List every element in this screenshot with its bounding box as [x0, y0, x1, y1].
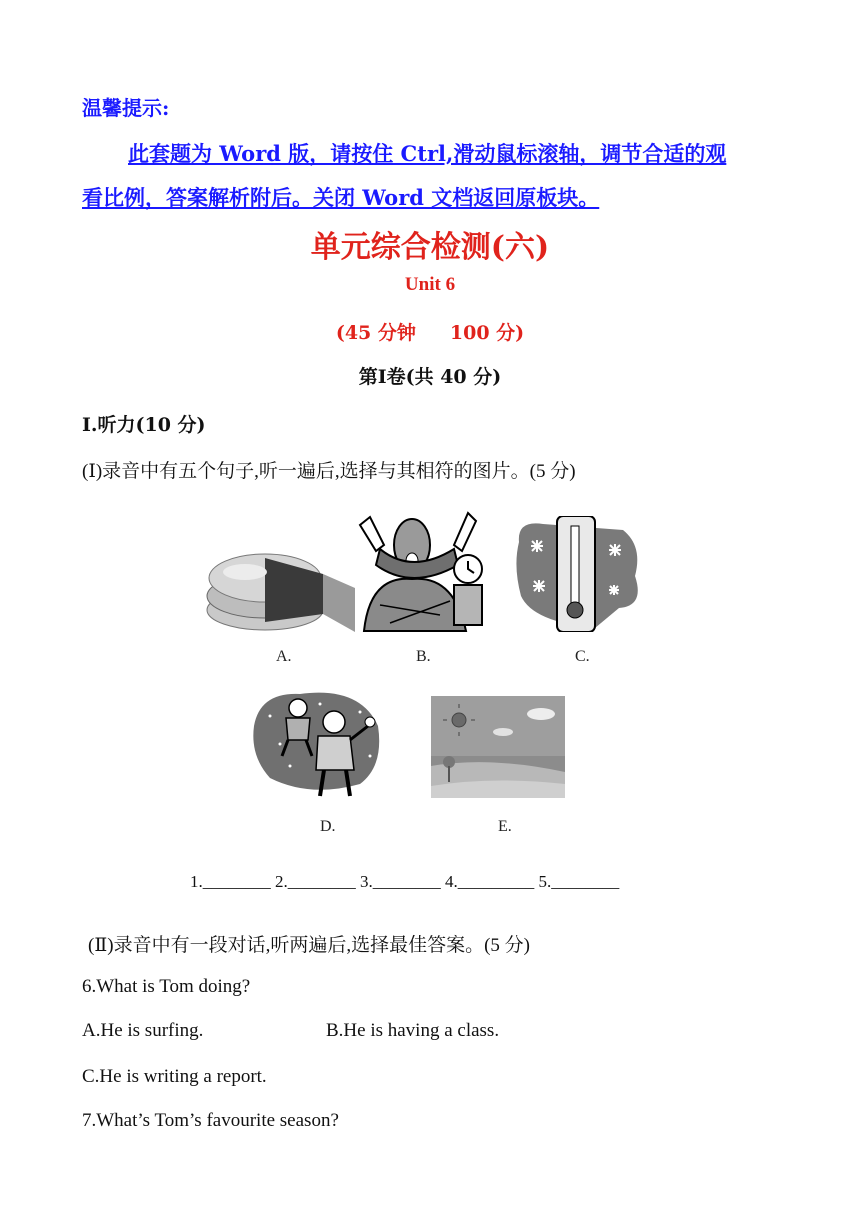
part-heading: 第Ⅰ卷(共 40 分) — [358, 366, 502, 388]
sub-instruction-1: (Ⅰ)录音中有五个句子,听一遍后,选择与其相符的图片。(5 分) — [82, 461, 576, 482]
caption-c: C. — [575, 648, 590, 665]
picture-c-cold-thermometer — [513, 516, 645, 632]
picture-b-wake-up — [350, 505, 490, 633]
picture-d-snowball-fight — [250, 686, 384, 800]
caption-a: A. — [276, 648, 292, 665]
answer-blanks[interactable]: 1.________ 2.________ 3.________ 4._________ 5.________ — [190, 872, 620, 891]
time-score-total: 100 分) — [449, 322, 525, 344]
caption-d: D. — [320, 818, 336, 835]
q6-option-c[interactable]: C.He is writing a report. — [82, 1066, 267, 1087]
caption-b: B. — [416, 648, 431, 665]
question-6: 6.What is Tom doing? — [82, 976, 251, 997]
time-minutes: (45 分钟 — [335, 322, 416, 344]
q6-option-b[interactable]: B.He is having a class. — [326, 1020, 500, 1041]
sub-instruction-2: (Ⅱ)录音中有一段对话,听两遍后,选择最佳答案。(5 分) — [88, 935, 530, 956]
question-7: 7.What’s Tom’s favourite season? — [82, 1110, 339, 1131]
unit-label: Unit 6 — [404, 274, 456, 295]
tip-line-2[interactable]: 看比例，答案解析附后。关闭 Word 文档返回原板块。 — [82, 185, 600, 210]
q6-option-a[interactable]: A.He is surfing. — [82, 1020, 204, 1041]
page-title: 单元综合检测(六) — [310, 230, 550, 265]
section-listening: Ⅰ.听力(10 分) — [82, 414, 206, 436]
picture-a-mooncake — [205, 548, 355, 632]
picture-e-sunny-landscape — [431, 696, 565, 798]
tip-heading: 温馨提示: — [82, 96, 170, 120]
tip-line-1[interactable]: 此套题为 Word 版，请按住 Ctrl,滑动鼠标滚轴，调节合适的观 — [128, 141, 727, 166]
time-score — [0, 318, 860, 345]
caption-e: E. — [498, 818, 512, 835]
